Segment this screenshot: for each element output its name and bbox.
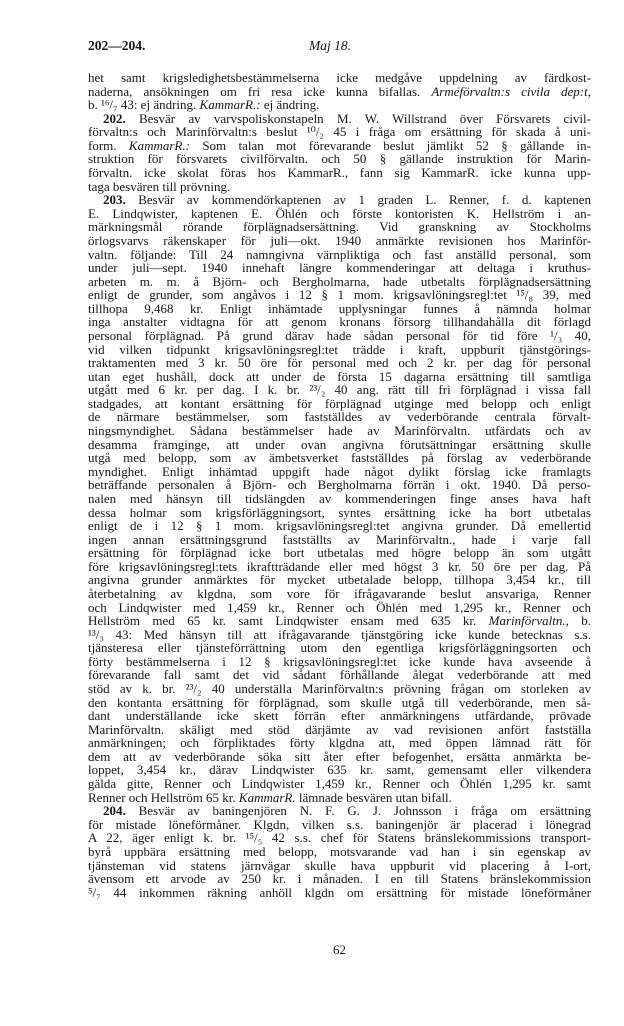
line-text: enligt de i 12 § 1 mom. krigsavlöningsregl:tet angivna grunder. Då emellertid	[88, 518, 591, 534]
line-text: utan eget hushåll, dock att under de första 15 dagarna ersättning till samtliga	[88, 368, 591, 384]
text-line	[88, 180, 591, 194]
line-text: örlogsvarvs räkenskaper för juli—okt. 1940 anmärkte revisionen hos Marinför-	[88, 232, 591, 248]
entry-paragraph	[88, 193, 591, 804]
text-line	[88, 478, 591, 492]
line-text: het samt krigsledighetsbestämmelserna icke medgåve uppdelning av färdkost-	[88, 70, 591, 85]
text-line	[88, 560, 591, 574]
line-text: förevarande fall samt det vid sådant förhållande ålegat vederbörande att med	[88, 667, 591, 683]
line-text: förty bestämmelserna i 12 § krigsavlöningsregl:tet icke kunde hava avseende å	[88, 653, 591, 669]
text-line	[88, 709, 591, 723]
text-line	[88, 804, 591, 818]
text-line	[88, 845, 591, 859]
text-line	[88, 383, 591, 397]
text-line	[88, 492, 591, 506]
line-text: personal förplägnad. På grund därav hade sådan personal för tid före ¹/₃ 40,	[88, 327, 591, 343]
line-text: enligt de grunder, som angåvos i 12 § 1 mom. krigsavlöningsregl:tet ¹⁵/₈ 39, med	[88, 287, 591, 303]
entry-paragraph	[88, 112, 591, 193]
text-line	[88, 451, 591, 465]
line-text: anmärkningen; och förpliktades förty klgdna att, med öppen lämnad rätt för	[88, 735, 591, 751]
text-line	[88, 872, 591, 886]
text-line	[88, 587, 591, 601]
text-line	[88, 125, 591, 139]
entry-paragraph	[88, 804, 591, 899]
page-number: 62	[333, 942, 346, 957]
text-line	[88, 696, 591, 710]
text-line	[88, 424, 591, 438]
line-text: under juli—sept. 1940 innehaft längre kommenderingar att deltaga i kruthus-	[88, 260, 591, 276]
line-text: Renner och Hellström 65 kr.	[88, 789, 239, 805]
line-text: form.	[88, 137, 129, 153]
italic-text: Arméförvaltn:s civila dep:t,	[431, 83, 591, 99]
text-line	[88, 193, 591, 207]
entry-number: 204.	[103, 803, 126, 819]
line-text: myndighet. Enligt inhämtad uppgift hade något dylikt förslag icke framlagts	[88, 463, 591, 479]
line-text: nalen med hänsyn till tidslängden av kommenderingen finge anses hava haft	[88, 490, 591, 506]
line-text: tjänsteresa eller tjänsteförrättning utom den egentliga krigsförläggningsorten och	[88, 640, 591, 656]
line-text: tillhopa 9,468 kr. Enligt inhämtade upplysningar funnes å nämnda holmar	[88, 300, 591, 316]
line-text: före krigsavlöningsregl:tets ikraftträdande eller med högst 3 kr. 50 öre per dag. På	[88, 558, 591, 574]
text-line	[88, 275, 591, 289]
text-line	[88, 234, 591, 248]
line-text: traktamenten med 3 kr. 50 öre för personal med och 2 kr. per dag för personal	[88, 355, 591, 371]
header-date: Maj 18.	[309, 38, 351, 53]
text-line	[88, 438, 591, 452]
text-line	[88, 220, 591, 234]
text-line	[88, 329, 591, 343]
text-line	[88, 641, 591, 655]
line-text: ⁵/₇ 44 inkommen räkning anhöll klgdn om ersättning för mistade löneförmåner	[88, 884, 591, 900]
line-text: arbeten m. m. å Björn- och Bergholmarna, hade utbetalts förplägnadsersättning	[88, 273, 591, 289]
text-line	[88, 343, 591, 357]
line-text: dant underställande icke skett förrän efter anmärkningens utfärdande, prövade	[88, 708, 591, 724]
text-line	[88, 248, 591, 262]
text-line	[88, 750, 591, 764]
line-text: för mistade löneförmåner. Klgdn, vilken s.s. baningenjör är placerad i lönegrad	[88, 816, 591, 832]
text-line	[88, 736, 591, 750]
line-text: loppet, 3,454 kr., därav Lindqwister 635 kr. samt, gemensamt eller vilkendera	[88, 762, 591, 778]
line-text: de närmare bestämmelser, som fastställdes av vederbörande centrala förvalt-	[88, 409, 591, 425]
line-text: återbetalning av klgdna, som vore för ifrågavarande beslut ansvariga, Renner	[88, 585, 591, 601]
line-text: Hellström med 65 kr. samt Lindqwister ensam med 635 kr.	[88, 613, 489, 629]
text-line	[88, 886, 591, 900]
italic-text: Marinförvaltn.,	[488, 613, 569, 629]
line-text: stöd av k. br. ²³/₂ 40 underställa Marinförvaltn:s prövning frågan om storleken av	[88, 681, 591, 697]
line-text: dem att av vederbörande söka sitt åter efter befogenhet, ersätta anmärkta be-	[88, 748, 591, 764]
text-line	[88, 859, 591, 873]
text-line	[88, 777, 591, 791]
text-line	[88, 601, 591, 615]
document-body	[88, 71, 591, 899]
text-line	[88, 763, 591, 777]
text-line	[88, 166, 591, 180]
text-line	[88, 356, 591, 370]
text-line	[88, 302, 591, 316]
line-text: beträffande personalen å Björn- och Bergholmarna förrän i okt. 1940. Då perso-	[88, 477, 591, 493]
line-text: ävensom ett arvode av 250 kr. i månaden. I en till Statens bränslekommission	[88, 871, 591, 887]
line-text: Besvär av baningenjören N. F. G. J. Johnsson i fråga om ersättning	[138, 803, 592, 819]
line-text: vid vilken tidpunkt krigsavlöningsregl:tet trädde i kraft, uppburit tjänstgörings-	[88, 341, 591, 357]
line-text: förvaltn:s och Marinförvaltn:s beslut ¹⁰/₂ 45 i fråga om ersättning för skada å uni-	[88, 124, 591, 140]
line-text: angivna grunder anmärktes för mycket utbetalade belopp, tillhopa 3,454 kr., till	[88, 572, 591, 588]
line-text: Besvär av varvspoliskonstapeln M. W. Willstrand över Försvarets civil-	[139, 110, 591, 126]
page-header	[88, 37, 591, 54]
entry-paragraph	[88, 71, 591, 112]
line-text: E. Lindqwister, kaptenen E. Öhlén och förste kontoristen K. Hellström i an-	[88, 205, 591, 221]
line-text: stadgades, att kontant ersättning för förplägnad utginge med belopp och enligt	[88, 395, 591, 411]
text-line	[88, 791, 591, 805]
text-line	[88, 410, 591, 424]
text-line	[88, 397, 591, 411]
text-line	[88, 573, 591, 587]
entry-number: 203.	[103, 192, 126, 208]
line-text: dessa holmar som krigsförläggningsort, syntes ersättning icke ha bort utbetalas	[88, 504, 591, 520]
text-line	[88, 668, 591, 682]
text-line	[88, 682, 591, 696]
line-text: Marinförvaltn. skäligt med stöd därjämte av vad revisionen anfört fastställa	[88, 721, 591, 737]
line-text: utgått med 6 kr. per dag. I k. br. ²³/₂ 40 ang. rätt till fri förplägnad i vissa fall	[88, 382, 591, 398]
line-text: struktion för försvarets civilförvaltn. och 50 § gällande instruktion för Marin-	[88, 151, 591, 167]
line-text: märkningsmål rörande förplägnadsersättning. Vid granskning av Stockholms	[88, 219, 591, 235]
text-line	[88, 98, 591, 112]
text-line	[88, 628, 591, 642]
line-text: ¹³/₃ 43: Med hänsyn till att ifrågavarande tjänstgöring icke kunde betecknas s.s.	[88, 626, 591, 642]
line-text: valtn. följande: Till 24 namngivna värnpliktiga och fast anställd personal, som	[88, 246, 591, 262]
line-text: A 22, äger enligt k. br. ¹⁵/₅ 42 s.s. chef för Statens bränslekommissions transport-	[88, 830, 591, 846]
entry-number: 202.	[103, 110, 126, 126]
line-text: taga besvären till prövning.	[88, 178, 231, 194]
text-line	[88, 465, 591, 479]
line-text: den kontanta ersättning för förplägnad, som skulle utgå till vederbörande, men så-	[88, 694, 591, 710]
text-line	[88, 139, 591, 153]
line-text: tjänsteman vid statens järnvägar skulle hava uppburit vid placering å I-ort,	[88, 857, 591, 873]
text-line	[88, 655, 591, 669]
line-text: förvaltn. icke skolat föras hos KammarR., fann sig KammarR. icke kunna upp-	[88, 165, 591, 181]
text-line	[88, 288, 591, 302]
page-range: 202—204.	[88, 38, 146, 53]
text-line	[88, 71, 591, 85]
line-text: Som talan mot förevarande beslut jämlikt 52 § gällande in-	[189, 137, 591, 153]
text-line	[88, 261, 591, 275]
text-line	[88, 546, 591, 560]
line-text: inga anstalter vidtagna för att genom kronans försorg tillhandahålla dit förlagd	[88, 314, 591, 330]
text-line	[88, 152, 591, 166]
text-line	[88, 112, 591, 126]
text-line	[88, 614, 591, 628]
text-line	[88, 315, 591, 329]
line-text: ersättning för förplägnad icke bort utbetalas med högre belopp än som utgått	[88, 545, 591, 561]
line-text: utgå med belopp, som av ämbetsverket fastställdes på förslag av vederbörande	[88, 450, 591, 466]
text-line	[88, 723, 591, 737]
line-text: ej ändring.	[260, 97, 320, 113]
text-line	[88, 818, 591, 832]
text-line	[88, 506, 591, 520]
text-line	[88, 519, 591, 533]
line-text: och Lindqwister med 1,459 kr., Renner och Öhlén med 1,295 kr., Renner och	[88, 599, 591, 615]
line-text: byrå uppbära ersättning med belopp, motsvarande vad han i sin egenskap av	[88, 843, 591, 859]
italic-text: KammarR.:	[128, 137, 190, 153]
line-text: gälda gitte, Renner och Lindqwister 1,459 kr., Renner och Öhlén 1,295 kr. samt	[88, 776, 591, 792]
line-text: ningsmyndighet. Sådana bestämmelser hade av Marinförvaltn. utfärdats och av	[88, 423, 591, 439]
line-text: desamma framginge, att under ovan angivna förutsättningar ersättning skulle	[88, 436, 591, 452]
line-text: Besvär av kommendörkaptenen av 1 graden L. Renner, f. d. kaptenen	[138, 192, 591, 208]
text-line	[88, 207, 591, 221]
line-text: b. ¹⁶/₇ 43: ej ändring.	[88, 97, 200, 113]
italic-text: KammarR.:	[199, 97, 261, 113]
text-line	[88, 85, 591, 99]
text-line	[88, 831, 591, 845]
text-line	[88, 370, 591, 384]
line-text: naderna, ansökningen om fri resa icke kunna bifallas.	[88, 83, 432, 99]
italic-text: KammarR.	[238, 789, 296, 805]
line-text: lämnade besvären utan bifall.	[295, 789, 452, 805]
text-line	[88, 533, 591, 547]
line-text: b.	[568, 613, 592, 629]
line-text: ingen annan ersättningsgrund fastställts av Marinförvaltn., hade i varje fall	[88, 531, 591, 547]
